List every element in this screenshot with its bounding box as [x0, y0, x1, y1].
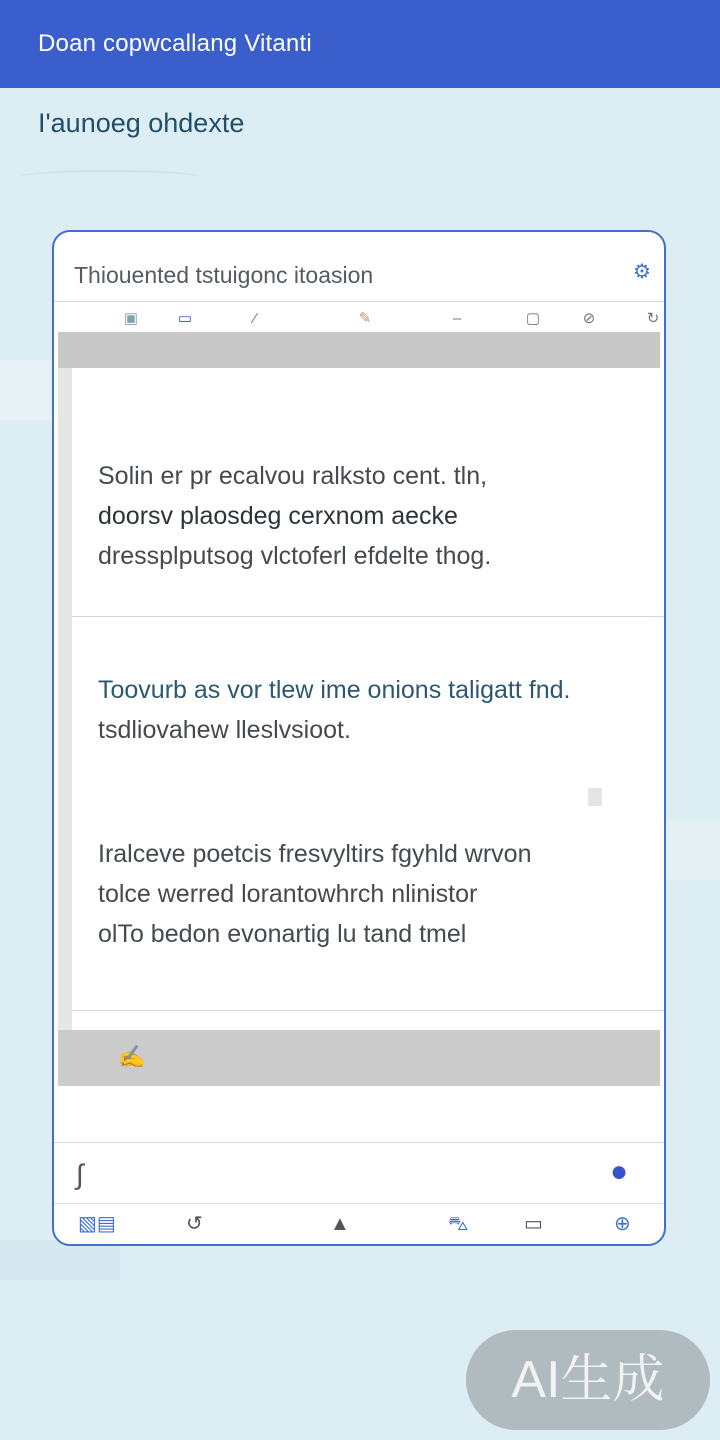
dialog-header	[54, 232, 664, 302]
app-bar	[0, 0, 720, 88]
paragraph-line: Iralceve poetcis fresvyltirs fgyhld wrvon	[98, 840, 532, 868]
dialog-footer	[54, 1142, 664, 1246]
document-icon[interactable]: ▢	[525, 310, 541, 327]
pen-icon[interactable]: ⁄	[253, 310, 257, 327]
paragraph-line: Solin er pr ecalvou ralksto cent. tln,	[98, 462, 488, 490]
paragraph-3	[98, 834, 648, 954]
app-title: Doan copwcallang Vitanti	[38, 30, 312, 57]
background-shape	[0, 360, 60, 420]
background-shape	[0, 1240, 120, 1280]
gallery-icon[interactable]: ▧▤	[78, 1213, 116, 1235]
pencil-icon[interactable]: ✎	[358, 310, 372, 327]
background-shape	[660, 820, 720, 880]
pin-icon[interactable]: ●	[610, 1155, 629, 1188]
section-divider	[72, 616, 666, 617]
mountain-icon[interactable]: ▲	[330, 1213, 350, 1235]
script-icon[interactable]: ∫	[76, 1159, 84, 1190]
link-icon[interactable]: ⊘	[582, 310, 596, 327]
ai-watermark: AI生成	[466, 1330, 710, 1430]
car-icon[interactable]: ⛍	[448, 1213, 469, 1235]
ruler-strip	[58, 332, 660, 368]
document-content[interactable]	[58, 368, 660, 1030]
paragraph-line: Toovurb as vor tlew ime onions taligatt fnd.	[98, 676, 571, 704]
editor-dialog	[52, 230, 666, 1246]
image-icon[interactable]: ▣	[123, 310, 139, 327]
dialog-title: Thiouented tstuigonc itoasion	[74, 262, 374, 288]
scroll-marker	[588, 788, 602, 806]
signature-strip	[58, 1030, 660, 1086]
settings-icon[interactable]: ⚙	[633, 261, 651, 283]
paragraph-1	[98, 456, 648, 576]
paragraph-line: tolce werred lorantowhrch nlinistor	[98, 880, 478, 908]
refresh-icon[interactable]: ↻	[646, 310, 660, 327]
paragraph-line: doorsv plaosdeg cerxnom aecke	[98, 502, 458, 530]
background-arc	[20, 170, 200, 184]
paragraph-line: tsdliovahew lleslvsioot.	[98, 716, 351, 744]
paragraph-2	[98, 670, 648, 750]
minus-icon[interactable]: ▭	[177, 310, 193, 327]
section-divider	[72, 1010, 666, 1011]
signature-icon[interactable]: ✍	[118, 1044, 146, 1069]
page-heading: I'aunoeg ohdexte	[38, 108, 245, 138]
globe-icon[interactable]: ⊕	[614, 1213, 631, 1235]
footer-toolbar	[54, 1203, 664, 1243]
editor-toolbar	[54, 304, 664, 332]
paragraph-line: dressplputsog vlctoferl efdelte thog.	[98, 542, 492, 570]
paragraph-line: olTo bedon evonartig lu tand tmel	[98, 920, 467, 948]
dash-icon[interactable]: –	[452, 310, 462, 327]
bed-icon[interactable]: ▭	[524, 1213, 543, 1235]
undo-icon[interactable]: ↺	[186, 1213, 203, 1235]
